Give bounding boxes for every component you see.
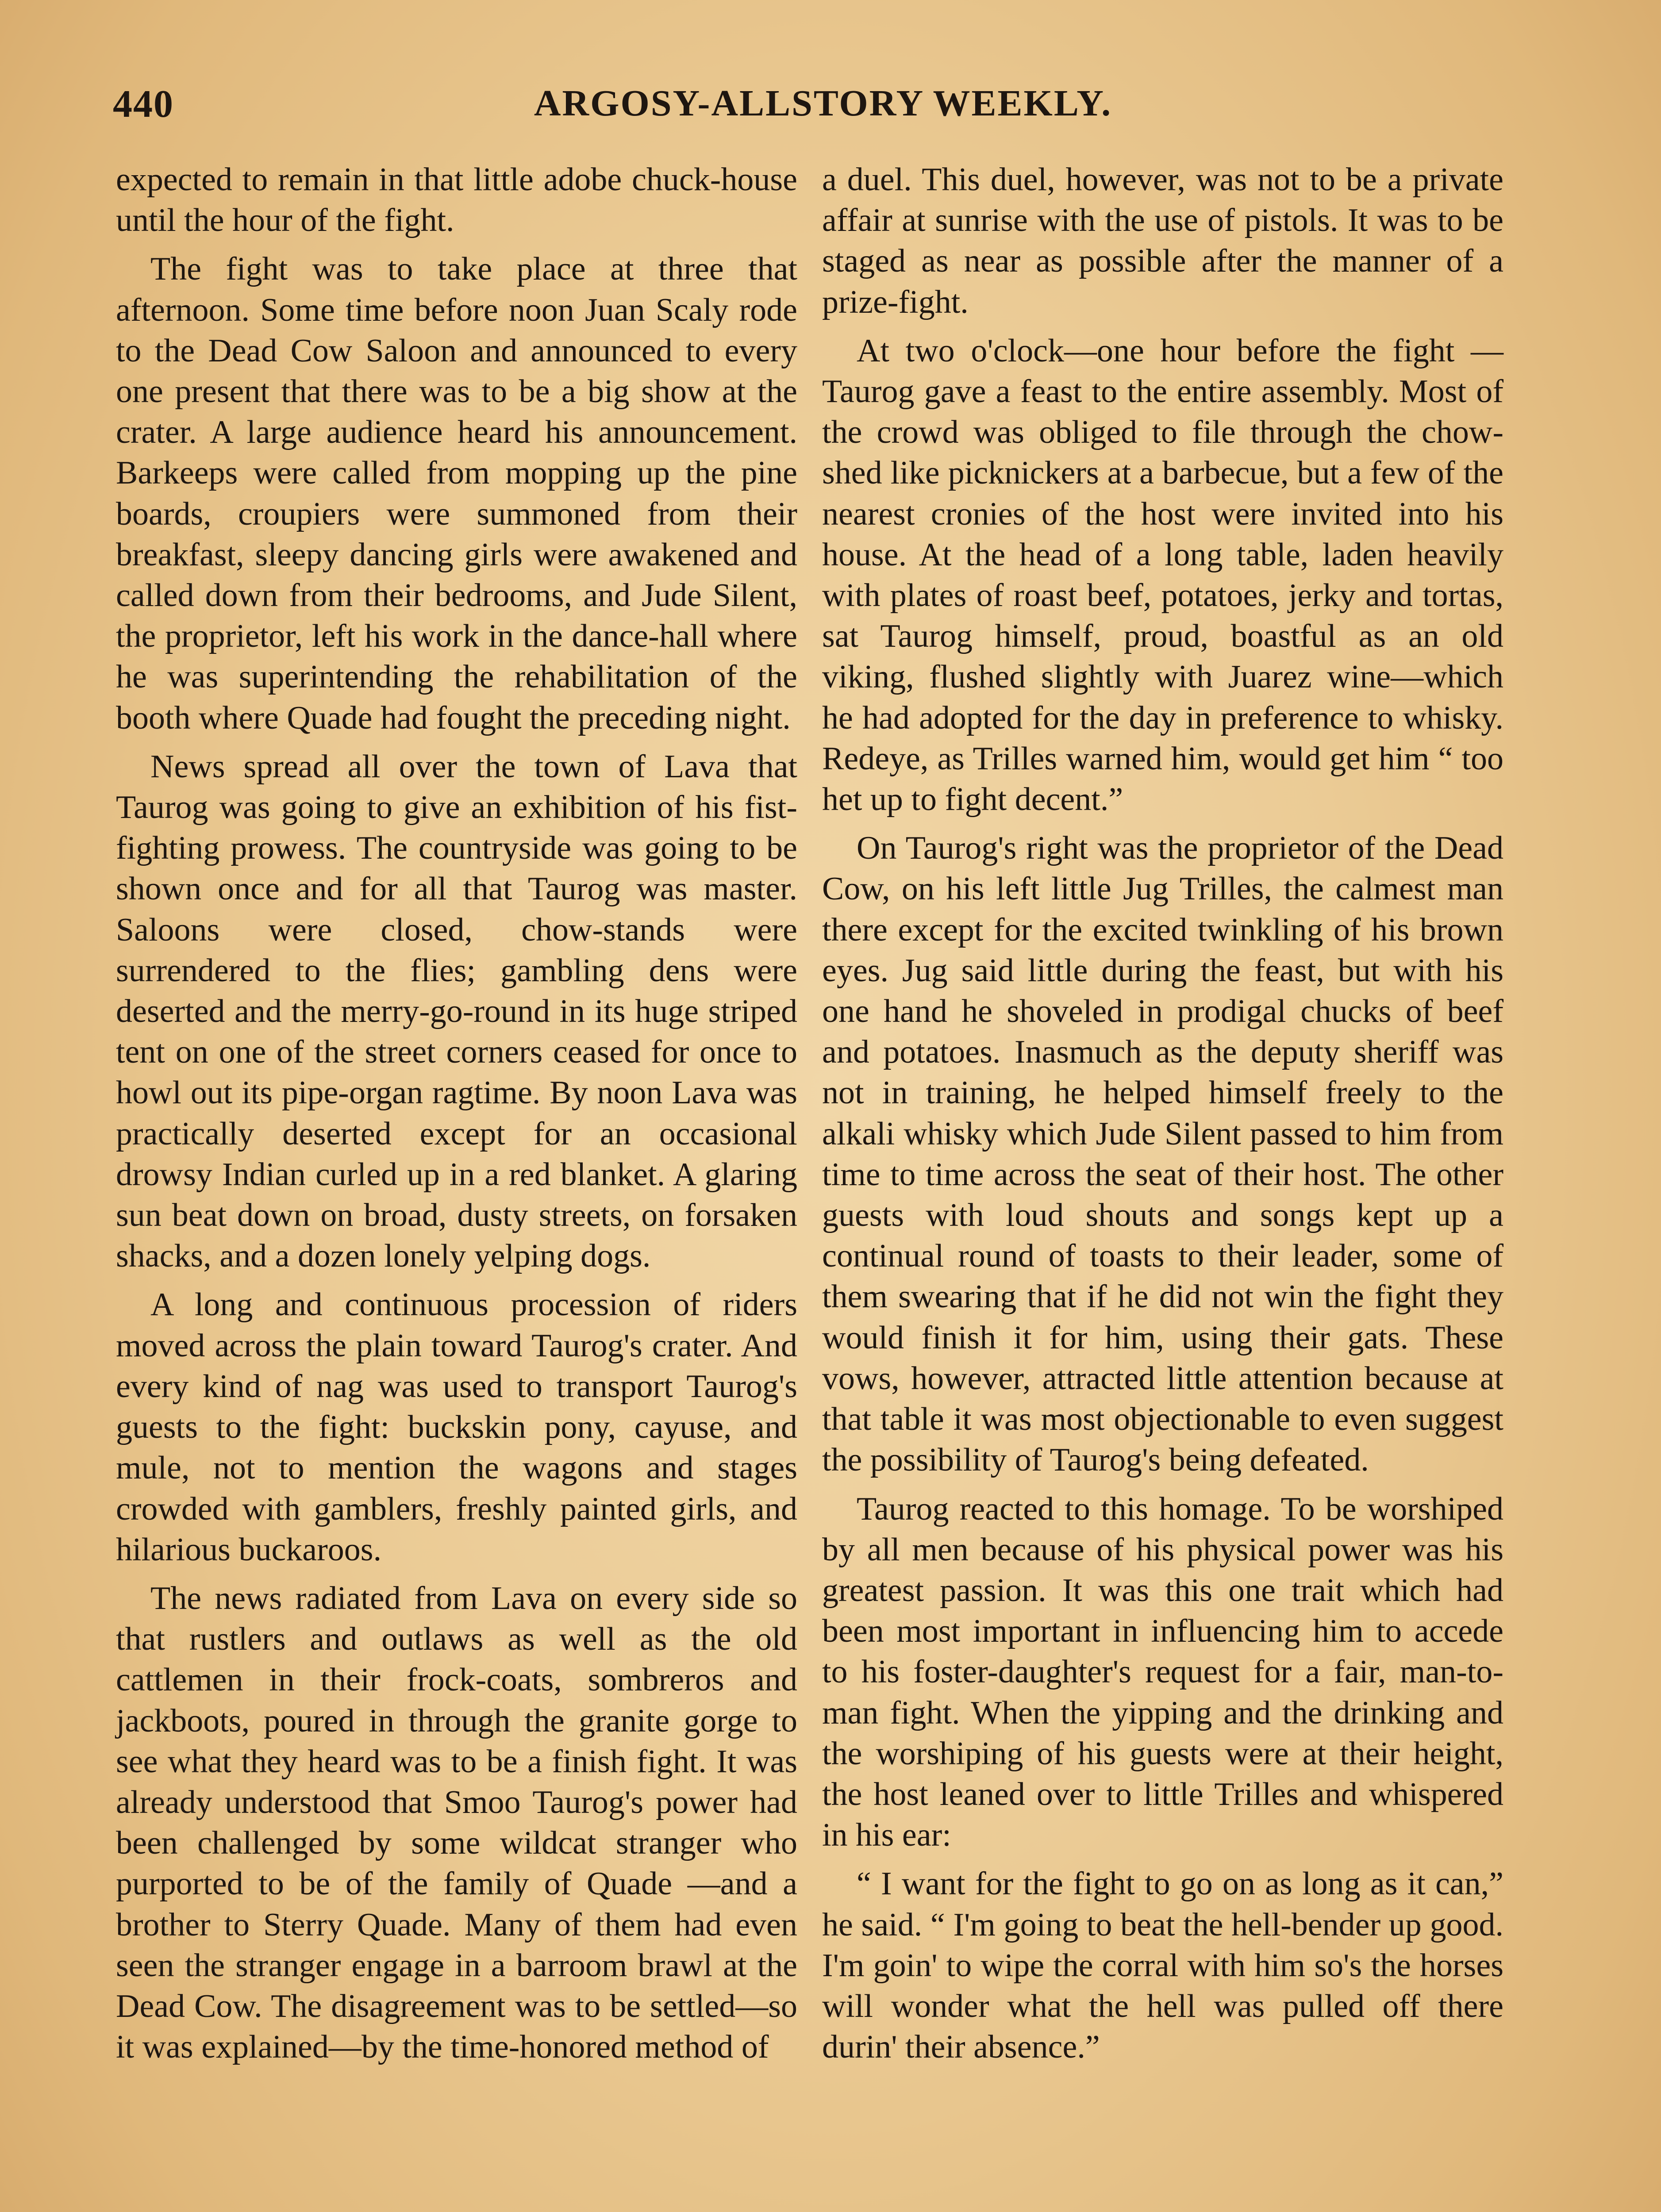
paragraph: News spread all over the town of Lava that Taurog was going to give an exhibition of his fist-fighting prowess. The countryside was going to be shown once and for all that Taurog was master. Saloons were closed, chow-stands were surrendered to the flies; gambling dens were deserted and the merry-go-round in its huge striped tent on one of the street corners ceased for once to howl out its pipe-organ ragtime. By noon Lava was practically deserted except for an occasional drowsy Indian curled up in a red blanket. A glaring sun beat down on broad, dusty streets, on forsaken shacks, and a dozen lonely yelping dogs. <box>116 748 797 1275</box>
paragraph: a duel. This duel, however, was not to be a private affair at sunrise with the use of pistols. It was to be staged as near as possible after the manner of a prize-fight. <box>822 161 1503 320</box>
left-column <box>116 159 797 2067</box>
page-header <box>113 82 1533 144</box>
paragraph: Taurog reacted to this homage. To be worshiped by all men because of his physical power was his greatest passion. It was this one trait which had been most important in influencing him to accede to his foster-daughter's request for a fair, man-to-man fight. When the yipping and the drinking and the worshiping of his guests were at their height, the host leaned over to little Trilles and whispered in his ear: <box>822 1490 1503 1854</box>
right-column <box>822 159 1503 2067</box>
page-number: 440 <box>113 83 174 126</box>
paragraph: At two o'clock—one hour before the fight —Taurog gave a feast to the entire assembly. Most of the crowd was obliged to file through the chow-shed like picknickers at a barbecue, but a few of the nearest cronies of the host were invited into his house. At the head of a long table, laden heavily with plates of roast beef, potatoes, jerky and tortas, sat Taurog himself, proud, boastful as an old viking, flushed slightly with Juarez wine—which he had adopted for the day in preference to whisky. Redeye, as Trilles warned him, would get him “ too het up to fight decent.” <box>822 332 1503 818</box>
paragraph: The news radiated from Lava on every side so that rustlers and outlaws as well as the old cattlemen in their frock-coats, sombreros and jackboots, poured in through the granite gorge to see what they heard was to be a finish fight. It was already understood that Smoo Taurog's power had been challenged by some wildcat stranger who purported to be of the family of Quade —and a brother to Sterry Quade. Many of them had even seen the stranger engage in a barroom brawl at the Dead Cow. The disagreement was to be settled—so it was explained—by the time-honored method of <box>116 1580 797 2066</box>
running-title: ARGOSY-ALLSTORY WEEKLY. <box>534 83 1112 124</box>
paragraph: On Taurog's right was the proprietor of the Dead Cow, on his left little Jug Trilles, the calmest man there except for the excited twinkling of his brown eyes. Jug said little during the feast, but with his one hand he shoveled in prodigal chucks of beef and potatoes. Inasmuch as the deputy sheriff was not in training, he helped himself freely to the alkali whisky which Jude Silent passed to him from time to time across the seat of their host. The other guests with loud shouts and songs kept up a continual round of toasts to their leader, some of them swearing that if he did not win the fight they would finish it for him, using their gats. These vows, however, attracted little attention because at that table it was most objectionable to even suggest the possibility of Taurog's being defeated. <box>822 830 1503 1479</box>
paragraph: A long and continuous procession of riders moved across the plain toward Taurog's crater. And every kind of nag was used to transport Taurog's guests to the fight: buckskin pony, cayuse, and mule, not to mention the wagons and stages crowded with gamblers, freshly painted girls, and hilarious buckaroos. <box>116 1286 797 1568</box>
paragraph: “ I want for the fight to go on as long as it can,” he said. “ I'm going to beat the hell-bender up good. I'm goin' to wipe the corral with him so's the horses will wonder what the hell was pulled off there durin' their absence.” <box>822 1866 1503 2066</box>
paragraph: The fight was to take place at three that afternoon. Some time before noon Juan Scaly rode to the Dead Cow Saloon and announced to every one present that there was to be a big show at the crater. A large audience heard his announcement. Barkeeps were called from mopping up the pine boards, croupiers were summoned from their breakfast, sleepy dancing girls were awakened and called down from their bedrooms, and Jude Silent, the proprietor, left his work in the dance-hall where he was superintending the rehabilitation of the booth where Quade had fought the preceding night. <box>116 251 797 736</box>
paragraph: expected to remain in that little adobe chuck-house until the hour of the fight. <box>116 161 797 239</box>
